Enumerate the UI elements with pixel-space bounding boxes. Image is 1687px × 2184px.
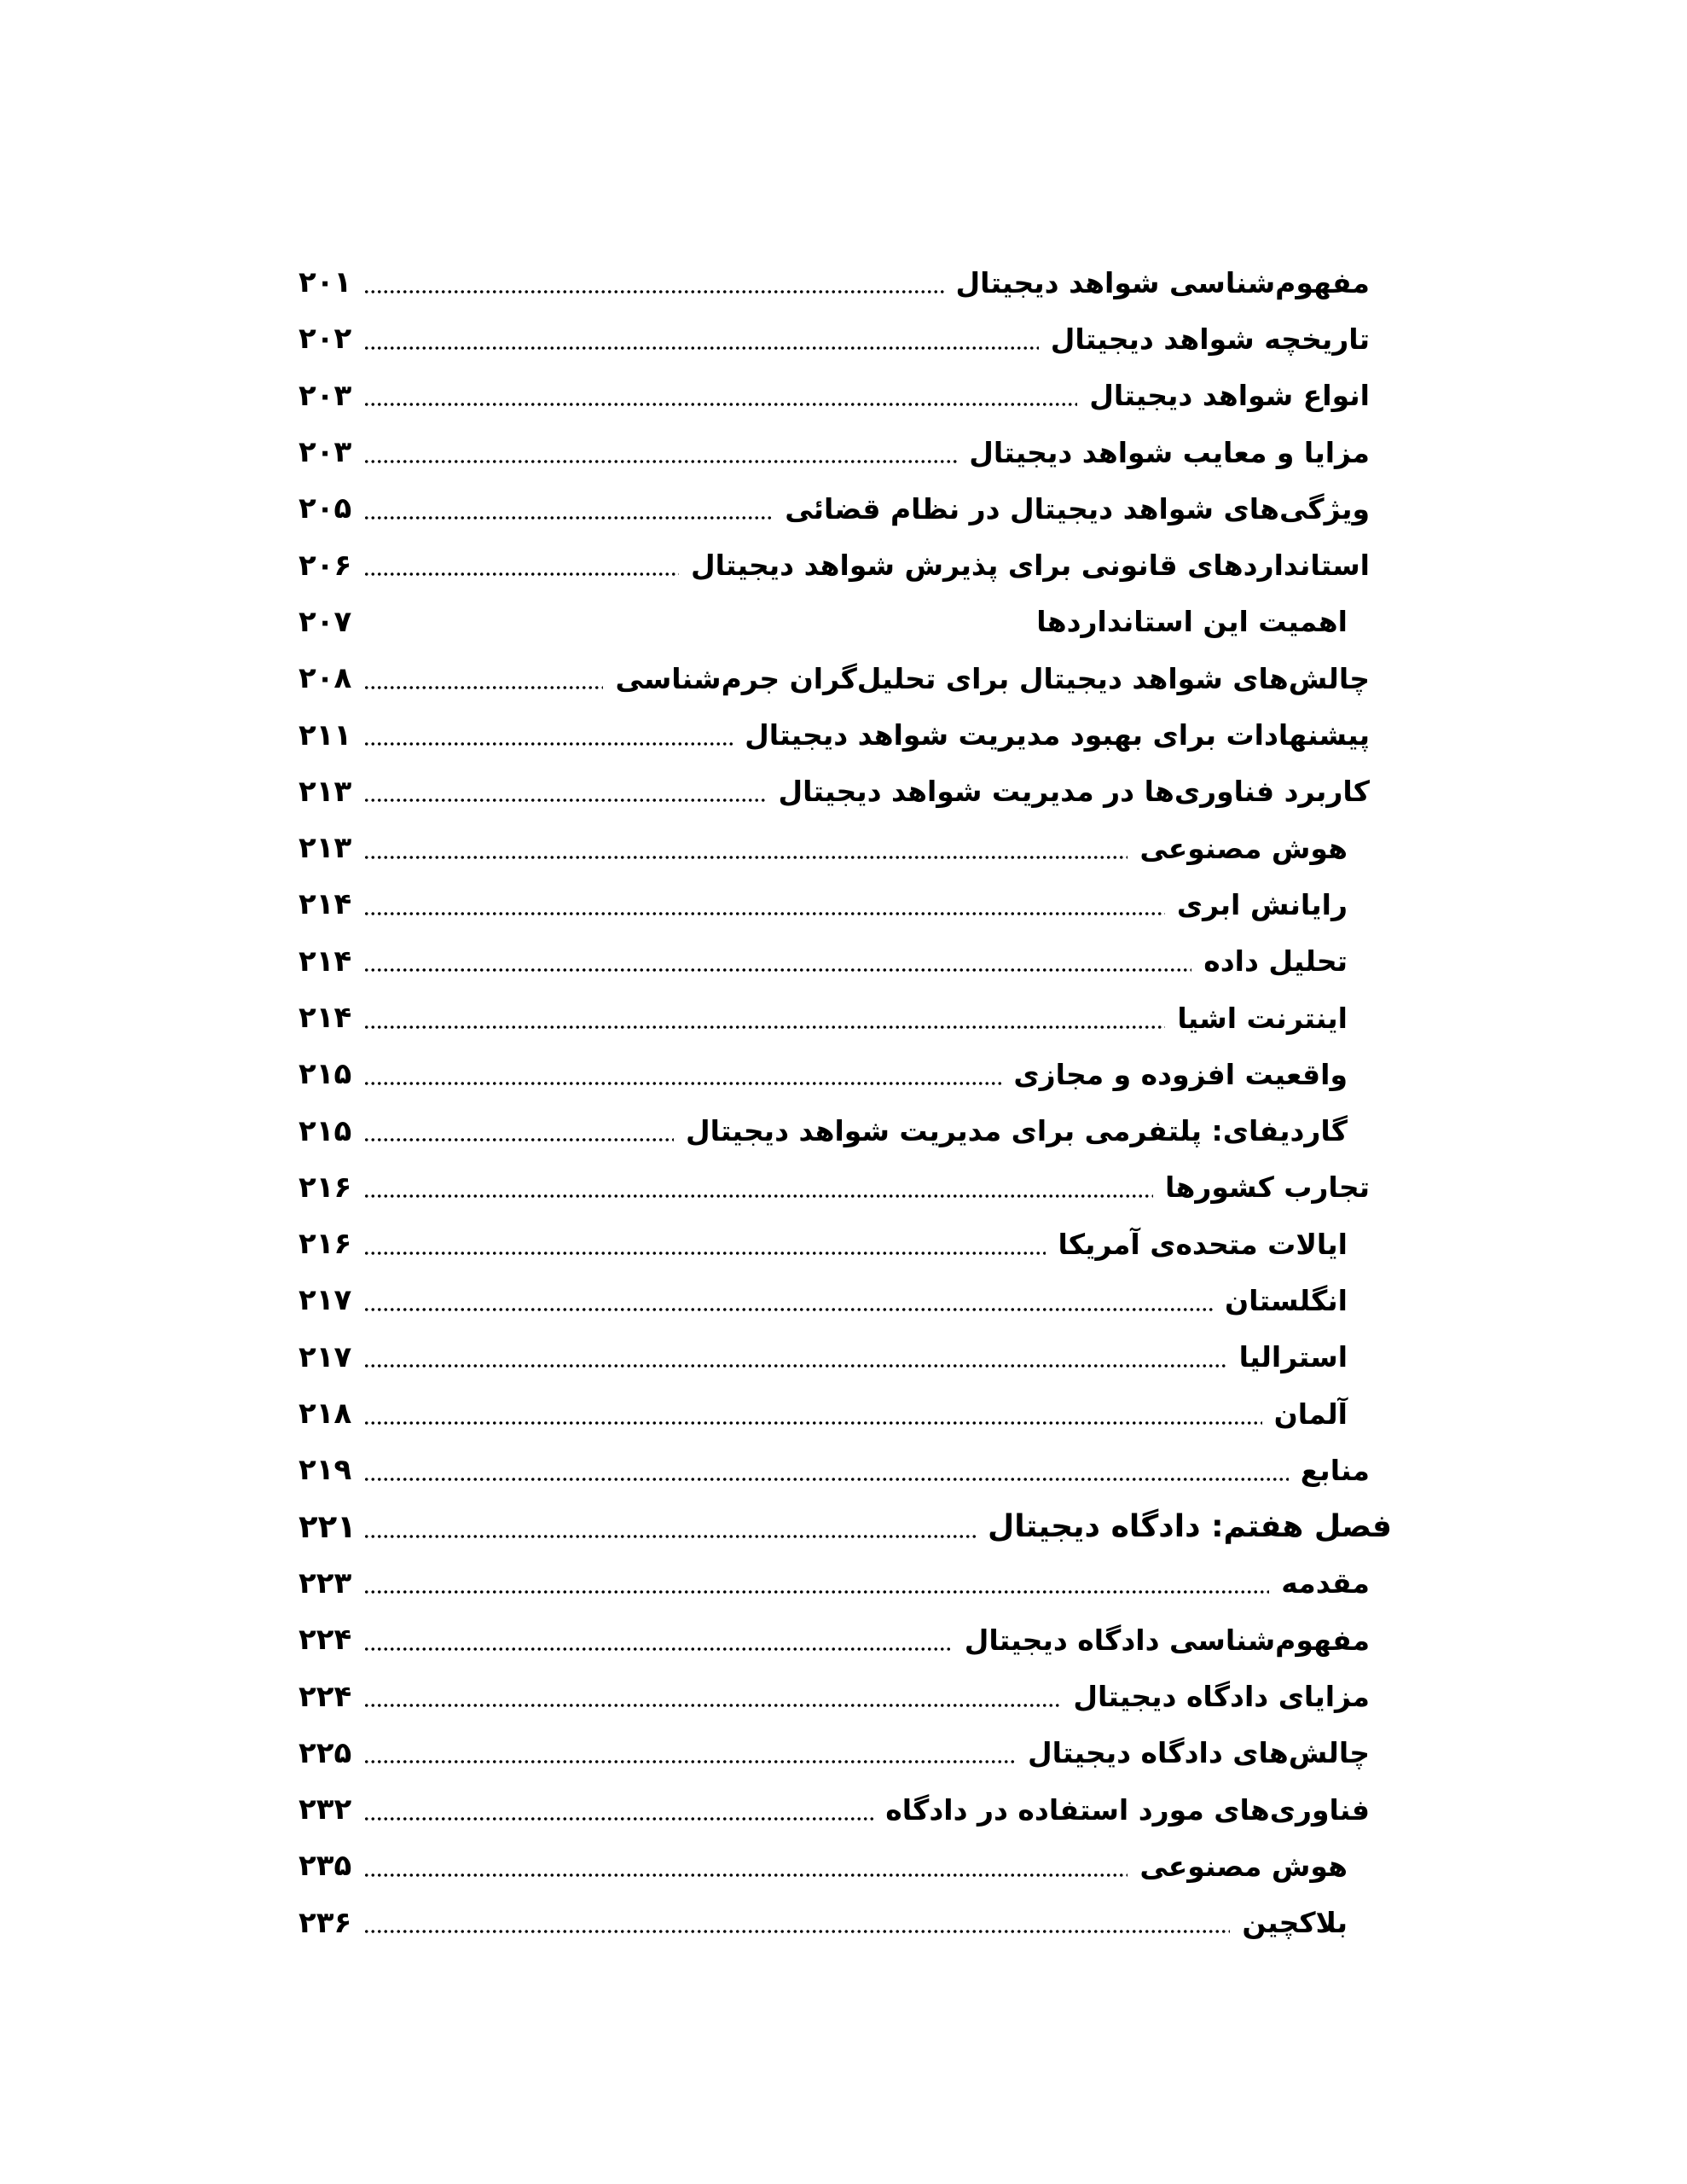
dot-leader (363, 269, 944, 297)
toc-entry-title: چالش‌های دادگاه دیجیتال (1027, 1736, 1370, 1770)
toc-entry-page-number: ۲۰۲ (299, 322, 352, 357)
toc-entry-title: واقعیت افزوده و مجازی (1013, 1057, 1348, 1091)
toc-entry-page-number: ۲۰۳ (299, 378, 352, 413)
toc-entry-title: ایالات متحده‌ی آمریکا (1058, 1227, 1348, 1261)
toc-entry-page-number: ۲۱۶ (299, 1227, 352, 1262)
toc-entry-title: تجارب کشورها (1165, 1170, 1370, 1205)
toc-entry (299, 764, 1392, 820)
toc-entry-title: رایانش ابری (1176, 887, 1348, 921)
table-of-contents (299, 254, 1392, 1951)
toc-entry-page-number: ۲۰۵ (299, 491, 352, 526)
dot-leader (363, 834, 1128, 863)
toc-entry-page-number: ۲۱۴ (299, 1001, 352, 1035)
toc-entry-page-number: ۲۳۵ (299, 1849, 352, 1884)
toc-entry (299, 1329, 1392, 1385)
toc-entry-page-number: ۲۰۶ (299, 548, 352, 583)
toc-chapter-heading (299, 1499, 1392, 1555)
dot-leader (363, 1400, 1262, 1428)
dot-leader (363, 1512, 976, 1542)
toc-entry (299, 1725, 1392, 1781)
toc-entry-title: انواع شواهد دیجیتال (1089, 379, 1370, 413)
toc-entry (299, 706, 1392, 763)
toc-entry-title: بلاکچین (1242, 1906, 1348, 1940)
toc-entry-title: فناوری‌های مورد استفاده در دادگاه (885, 1792, 1370, 1827)
toc-entry (299, 933, 1392, 990)
toc-entry-title: تاریخچه شواهد دیجیتال (1050, 322, 1370, 356)
toc-entry-page-number: ۲۰۷ (299, 604, 352, 639)
toc-entry-page-number: ۲۲۴ (299, 1623, 352, 1658)
toc-entry-page-number: ۲۱۷ (299, 1283, 352, 1318)
dot-leader (363, 1117, 674, 1145)
toc-entry-page-number: ۲۱۳ (299, 774, 352, 809)
toc-entry-title: فصل هفتم: دادگاه دیجیتال (987, 1509, 1392, 1545)
toc-entry (299, 1385, 1392, 1442)
toc-entry (299, 368, 1392, 424)
toc-entry-page-number: ۲۳۲ (299, 1792, 352, 1827)
toc-entry-title: منابع (1300, 1453, 1370, 1487)
toc-entry-page-number: ۲۱۶ (299, 1170, 352, 1205)
toc-entry-title: استانداردهای قانونی برای پذیرش شواهد دیجیتال (691, 549, 1370, 583)
toc-entry-page-number: ۲۱۳ (299, 831, 352, 866)
toc-entry (299, 480, 1392, 537)
toc-entry (299, 820, 1392, 876)
dot-leader (363, 607, 1024, 636)
dot-leader (363, 381, 1077, 410)
toc-entry-title: مقدمه (1281, 1566, 1370, 1600)
toc-entry-page-number: ۲۱۴ (299, 944, 352, 979)
toc-entry (299, 311, 1392, 367)
toc-entry-title: کاربرد فناوری‌ها در مدیریت شواهد دیجیتال (778, 775, 1370, 809)
toc-entry (299, 254, 1392, 311)
dot-leader (363, 1287, 1213, 1315)
dot-leader (363, 891, 1165, 919)
dot-leader (363, 1796, 873, 1824)
toc-entry-title: انگلستان (1225, 1283, 1348, 1317)
toc-entry (299, 1272, 1392, 1328)
toc-entry-page-number: ۲۱۸ (299, 1397, 352, 1432)
toc-entry-page-number: ۲۳۶ (299, 1905, 352, 1940)
dot-leader (363, 1682, 1061, 1711)
toc-entry (299, 1159, 1392, 1216)
toc-entry-title: هوش مصنوعی (1139, 1849, 1348, 1883)
toc-entry-page-number: ۲۲۴ (299, 1679, 352, 1714)
dot-leader (363, 325, 1039, 353)
toc-entry-title: اهمیت این استانداردها (1036, 605, 1348, 639)
toc-entry (299, 1895, 1392, 1951)
toc-entry (299, 1102, 1392, 1159)
toc-entry-title: تحلیل داده (1203, 944, 1348, 979)
toc-entry-page-number: ۲۲۵ (299, 1735, 352, 1770)
dot-leader (363, 777, 766, 805)
dot-leader (363, 1173, 1153, 1201)
dot-leader (363, 1739, 1016, 1767)
toc-entry (299, 1442, 1392, 1498)
toc-entry (299, 650, 1392, 706)
toc-entry (299, 990, 1392, 1046)
toc-entry-page-number: ۲۱۷ (299, 1339, 352, 1374)
toc-entry-page-number: ۲۱۹ (299, 1453, 352, 1488)
toc-entry-title: مفهوم‌شناسی دادگاه دیجیتال (964, 1623, 1370, 1657)
toc-entry-title: چالش‌های شواهد دیجیتال برای تحلیل‌گران جرم‌شناسی (615, 661, 1370, 695)
dot-leader (363, 721, 733, 749)
toc-entry-title: ویژگی‌های شواهد دیجیتال در نظام قضائی (785, 491, 1370, 526)
dot-leader (363, 1569, 1269, 1597)
dot-leader (363, 495, 773, 523)
dot-leader (363, 1626, 953, 1654)
toc-entry-title: استرالیا (1238, 1340, 1348, 1374)
toc-entry (299, 1668, 1392, 1724)
dot-leader (363, 439, 957, 467)
toc-entry-page-number: ۲۲۱ (299, 1508, 357, 1546)
dot-leader (363, 1456, 1289, 1484)
toc-entry-page-number: ۲۰۸ (299, 661, 352, 696)
toc-entry-title: هوش مصنوعی (1139, 831, 1348, 865)
dot-leader (363, 947, 1191, 975)
toc-entry-page-number: ۲۱۴ (299, 887, 352, 922)
toc-entry-title: پیشنهادات برای بهبود مدیریت شواهد دیجیتال (745, 718, 1370, 752)
toc-entry-title: مزایای دادگاه دیجیتال (1073, 1680, 1370, 1714)
dot-leader (363, 1343, 1227, 1371)
dot-leader (363, 1060, 1001, 1089)
toc-entry (299, 1612, 1392, 1668)
toc-entry-page-number: ۲۲۳ (299, 1565, 352, 1600)
toc-entry-page-number: ۲۰۱ (299, 265, 352, 300)
toc-entry-title: مفهوم‌شناسی شواهد دیجیتال (955, 265, 1370, 299)
dot-leader (363, 551, 679, 579)
toc-entry (299, 1838, 1392, 1894)
dot-leader (363, 1004, 1165, 1032)
toc-entry-page-number: ۲۱۵ (299, 1057, 352, 1092)
toc-entry-title: اینترنت اشیا (1177, 1001, 1348, 1035)
toc-entry (299, 1216, 1392, 1272)
dot-leader (363, 1908, 1230, 1937)
toc-entry-title: آلمان (1273, 1397, 1348, 1431)
toc-entry-page-number: ۲۰۳ (299, 435, 352, 470)
toc-entry (299, 1555, 1392, 1612)
toc-entry-title: مزایا و معایب شواهد دیجیتال (969, 435, 1370, 469)
toc-entry (299, 1781, 1392, 1838)
toc-entry (299, 1046, 1392, 1102)
toc-entry (299, 537, 1392, 593)
dot-leader (363, 665, 603, 693)
dot-leader (363, 1230, 1046, 1258)
toc-entry (299, 594, 1392, 650)
toc-entry-page-number: ۲۱۱ (299, 717, 352, 752)
toc-entry (299, 424, 1392, 480)
toc-entry-page-number: ۲۱۵ (299, 1113, 352, 1148)
dot-leader (363, 1852, 1128, 1880)
toc-entry (299, 876, 1392, 932)
toc-entry-title: گاردیفای: پلتفرمی برای مدیریت شواهد دیجیتال (685, 1114, 1348, 1148)
